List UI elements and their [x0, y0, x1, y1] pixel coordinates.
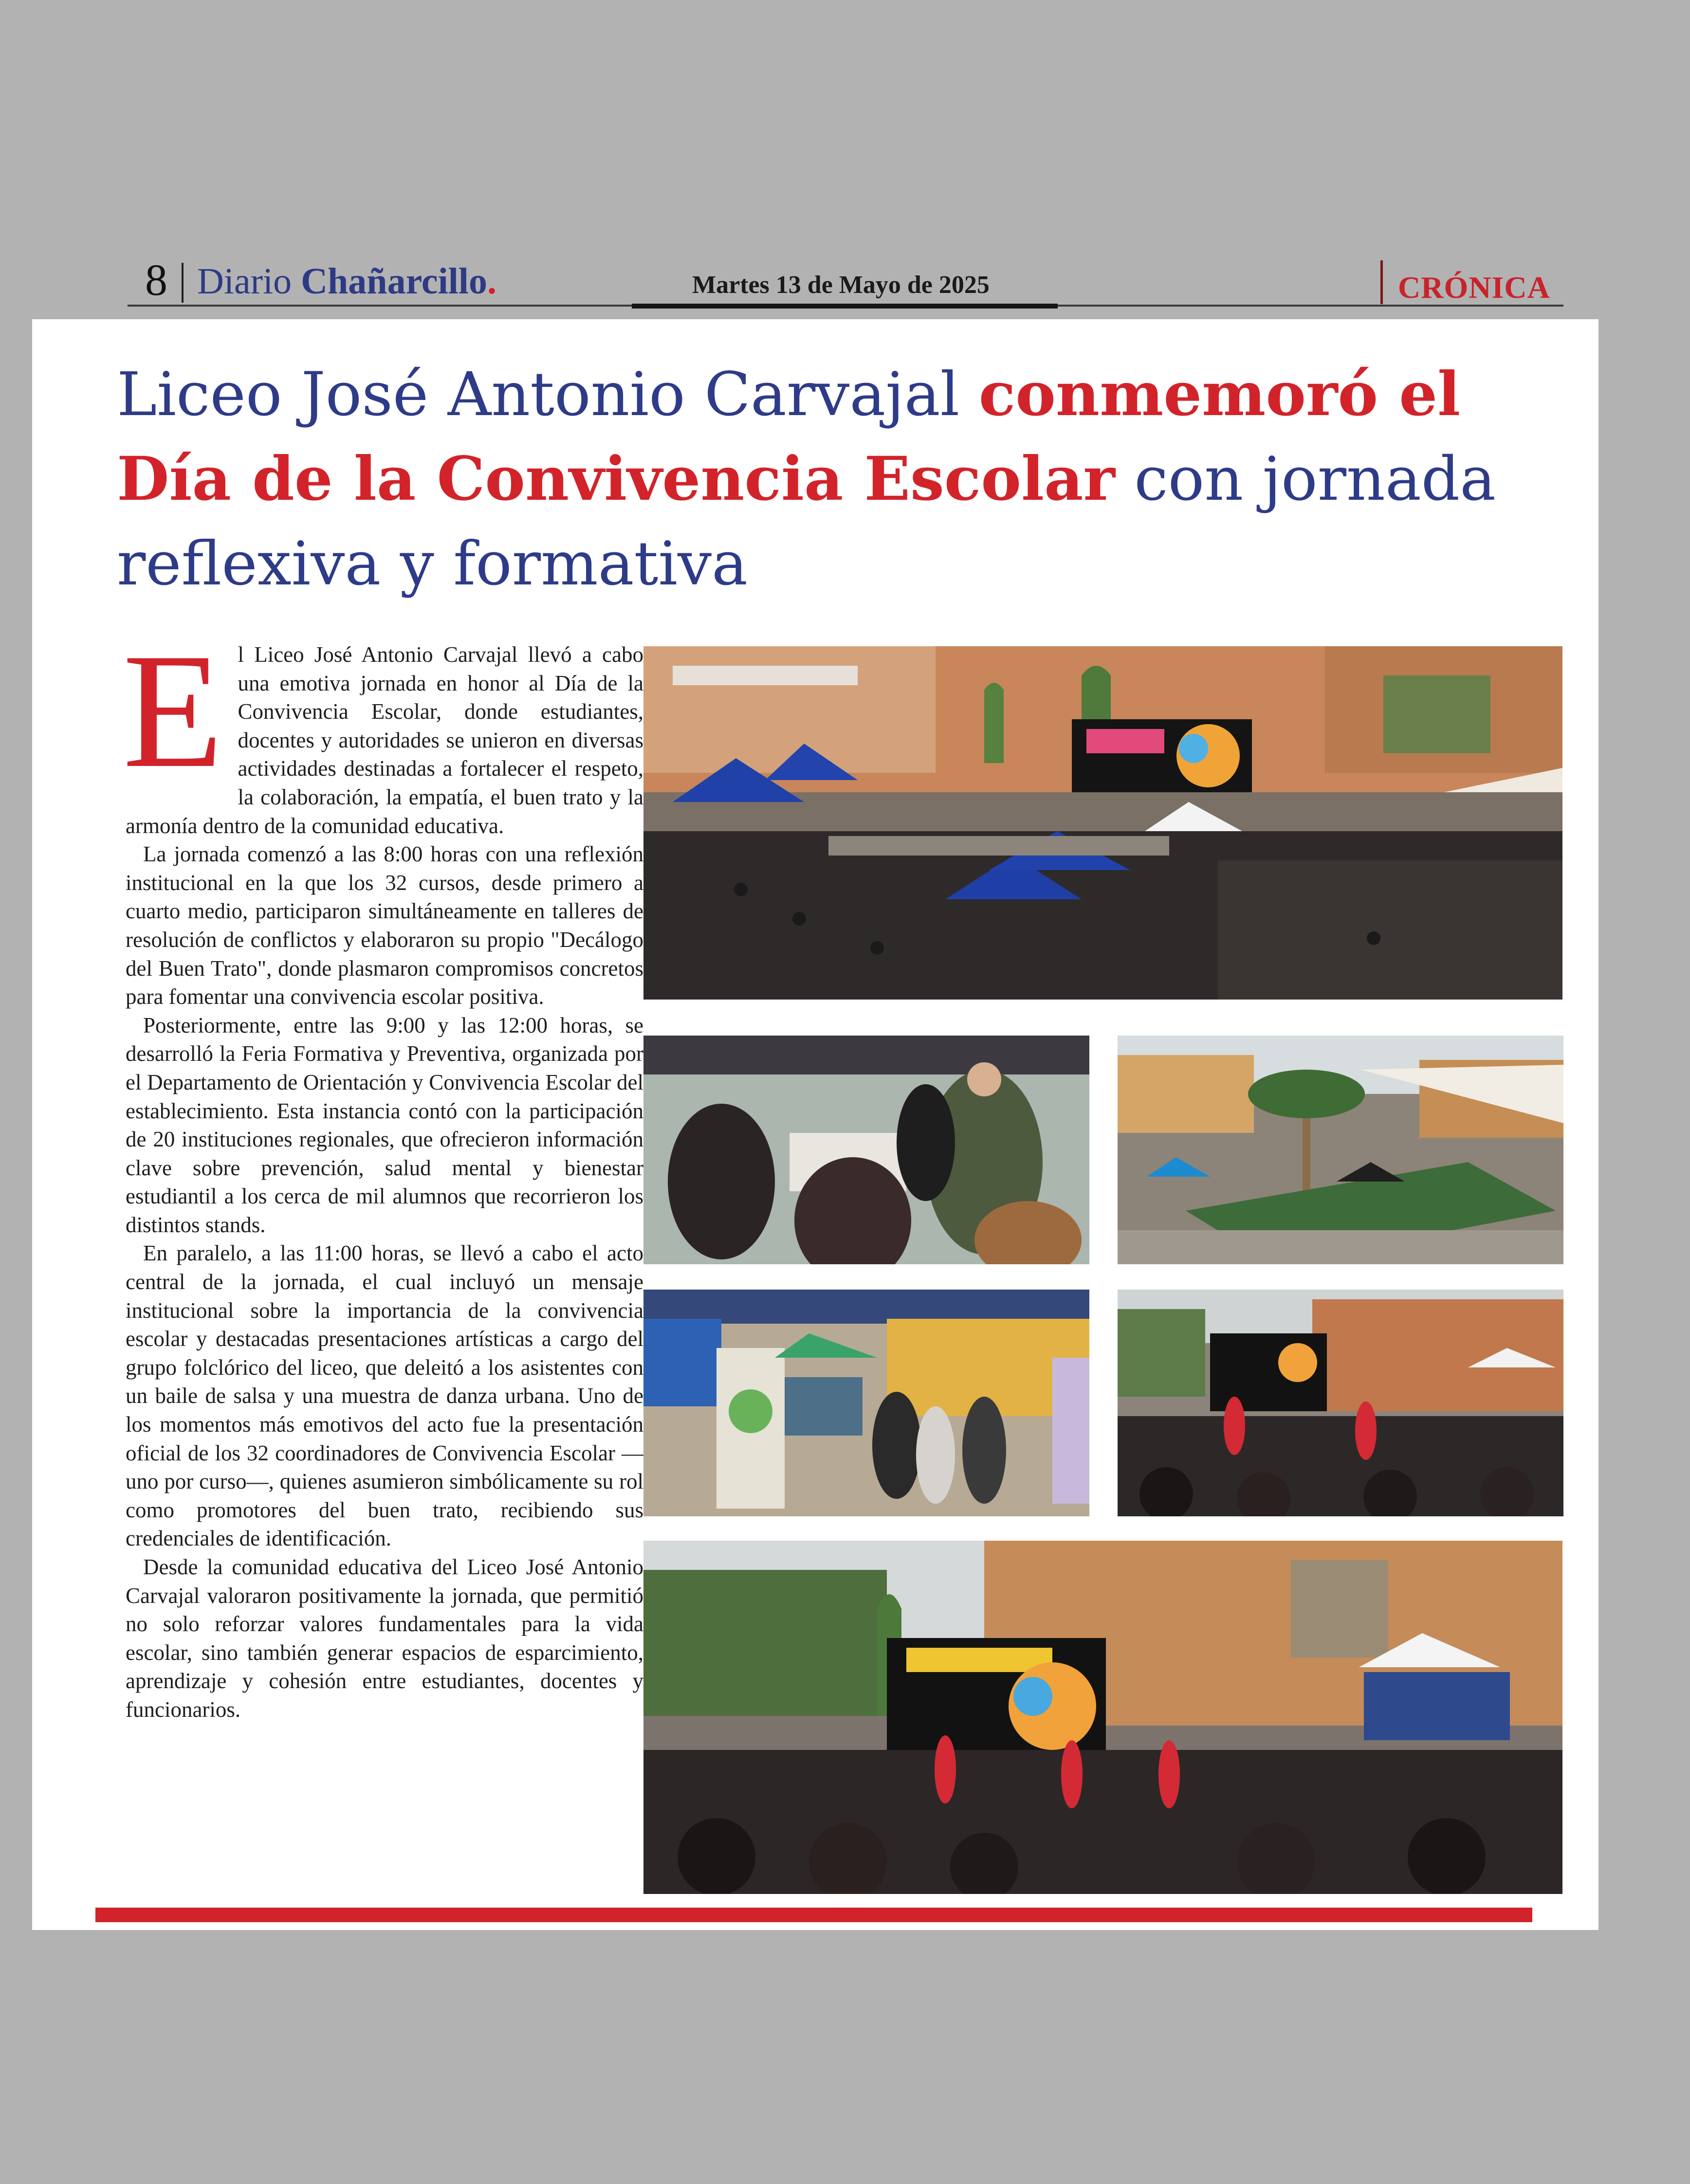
headline-part-2-highlight: conmemoró el Día de la Convivencia Escolar	[117, 359, 1461, 514]
photo-dance-performance	[1118, 1290, 1563, 1516]
paragraph-3: Posteriormente, entre las 9:00 y las 12:00 horas, se desarrolló la Feria Formativa y Preventiva, organizada por el Departamento de Orientación y Convivencia Escolar del establecimiento. Esta instancia contó con la participación de 20 instituciones regionales, que ofrecieron información clave sobre prevención, salud mental y bienestar estudiantil a los cerca de mil alumnos que recorrieron los distintos stands.	[126, 1013, 643, 1237]
issue-date: Martes 13 de Mayo de 2025	[692, 271, 990, 299]
footer-red-bar	[95, 1908, 1532, 1922]
article-body	[123, 620, 643, 1724]
newspaper-name-prefix: Diario	[197, 261, 301, 302]
photo-fair-stands	[643, 1290, 1089, 1516]
article-headline	[117, 352, 1558, 606]
paragraph-1	[123, 620, 643, 840]
article-panel	[32, 319, 1598, 1930]
paragraph-4: En paralelo, a las 11:00 horas, se llevó a cabo el acto central de la jornada, el cual incluyó un mensaje institucional sobre la importancia de la convivencia escolar y destacadas presentaciones artísticas a cargo del grupo folclórico del liceo, que deleitó a los asistentes con un baile de salsa y una muestra de danza urbana. Uno de los momentos más emotivos del acto fue la presentación oficial de los 32 coordinadores de Convivencia Escolar —uno por curso—, quienes asumieron simbólicamente su rol como promotores del buen trato, recibiendo sus credenciales de identificación.	[126, 1241, 643, 1551]
paragraph-5: Desde la comunidad educativa del Liceo José Antonio Carvajal valoraron positivamente la jornada, que permitió no solo reforzar valores fundamentales para la vida escolar, sino también generar espacios de esparcimiento, aprendizaje y cohesión entre estudiantes, docentes y funcionarios.	[126, 1555, 643, 1722]
drop-cap: E	[123, 620, 223, 802]
newspaper-name	[197, 260, 496, 302]
headline-part-1: Liceo José Antonio Carvajal	[117, 360, 979, 430]
photo-courtyard-palm	[1118, 1036, 1563, 1264]
paragraph-2: La jornada comenzó a las 8:00 horas con una reflexión institucional en la que los 32 cursos, desde primero a cuarto medio, participaron simultáneamente en talleres de resolución de conflictos y elaboraron su propio "Decálogo del Buen Trato", donde plasmaron compromisos concretos para fomentar una convivencia escolar positiva.	[126, 842, 643, 1009]
photo-central-act	[643, 1541, 1562, 1894]
date-underline	[632, 304, 1058, 309]
section-separator	[1380, 260, 1383, 304]
section-label: CRÓNICA	[1398, 270, 1550, 305]
page-number: 8	[145, 255, 167, 305]
paragraph-1-text: l Liceo José Antonio Carvajal llevó a cabo una emotiva jornada en honor al Día de la Convivencia Escolar, donde estudiantes, docentes y autoridades se unieron en diversas actividades destinadas a fortalecer el respeto, la colaboración, la empatía, el buen trato y la armonía dentro de la comunidad educativa.	[126, 642, 643, 838]
photo-courtyard-overview	[643, 646, 1562, 1000]
header-separator	[182, 263, 184, 303]
newspaper-name-bold: Chañarcillo	[301, 261, 488, 302]
headline-part-3: con jornada reflexiva y formativa	[117, 444, 1496, 599]
newspaper-name-dot: .	[487, 261, 497, 302]
photo-workshop-students	[643, 1036, 1089, 1264]
